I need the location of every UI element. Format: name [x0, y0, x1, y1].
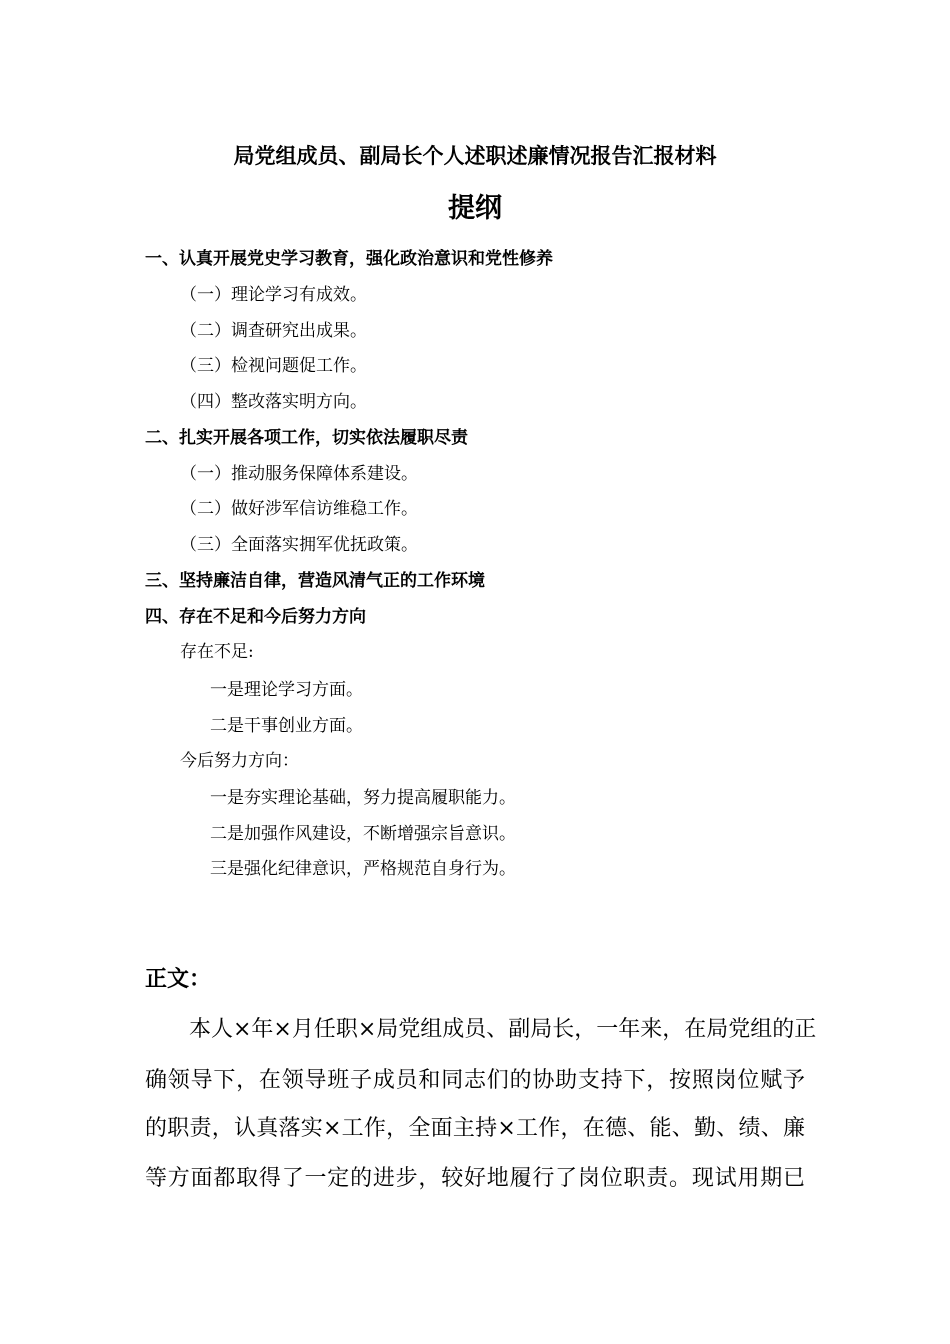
outline-item: （二）做好涉军信访维稳工作。 — [180, 499, 418, 519]
outline-item: （三）检视问题促工作。 — [180, 356, 367, 376]
outline-item: （一）理论学习有成效。 — [180, 285, 367, 305]
shortcoming-item: 二是干事创业方面。 — [210, 716, 363, 736]
direction-label: 今后努力方向： — [180, 751, 299, 771]
direction-item: 三是强化纪律意识，严格规范自身行为。 — [210, 859, 516, 879]
direction-item: 一是夯实理论基础，努力提高履职能力。 — [210, 788, 516, 808]
outline-item: （一）推动服务保障体系建设。 — [180, 464, 418, 484]
section-heading-3: 三、坚持廉洁自律，营造风清气正的工作环境 — [145, 571, 485, 591]
section-heading-4: 四、存在不足和今后努力方向 — [145, 607, 366, 627]
section-heading-2: 二、扎实开展各项工作，切实依法履职尽责 — [145, 428, 468, 448]
outline-title: 提纲 — [448, 193, 502, 224]
outline-item: （二）调查研究出成果。 — [180, 321, 367, 341]
section-heading-1: 一、认真开展党史学习教育，强化政治意识和党性修养 — [145, 249, 553, 269]
body-paragraph-line: 等方面都取得了一定的进步，较好地履行了岗位职责。现试用期已 — [145, 1166, 805, 1191]
body-paragraph-line: 的职责，认真落实×工作，全面主持×工作，在德、能、勤、绩、廉 — [145, 1116, 805, 1141]
body-paragraph-line: 本人×年×月任职×局党组成员、副局长，一年来，在局党组的正 — [189, 1017, 817, 1042]
outline-item: （四）整改落实明方向。 — [180, 392, 367, 412]
shortcoming-item: 一是理论学习方面。 — [210, 680, 363, 700]
body-heading: 正文： — [145, 966, 212, 992]
direction-item: 二是加强作风建设，不断增强宗旨意识。 — [210, 824, 516, 844]
body-paragraph-line: 确领导下，在领导班子成员和同志们的协助支持下，按照岗位赋予 — [145, 1068, 805, 1093]
document-title: 局党组成员、副局长个人述职述廉情况报告汇报材料 — [233, 143, 717, 168]
shortcomings-label: 存在不足: — [180, 642, 254, 662]
outline-item: （三）全面落实拥军优抚政策。 — [180, 535, 418, 555]
